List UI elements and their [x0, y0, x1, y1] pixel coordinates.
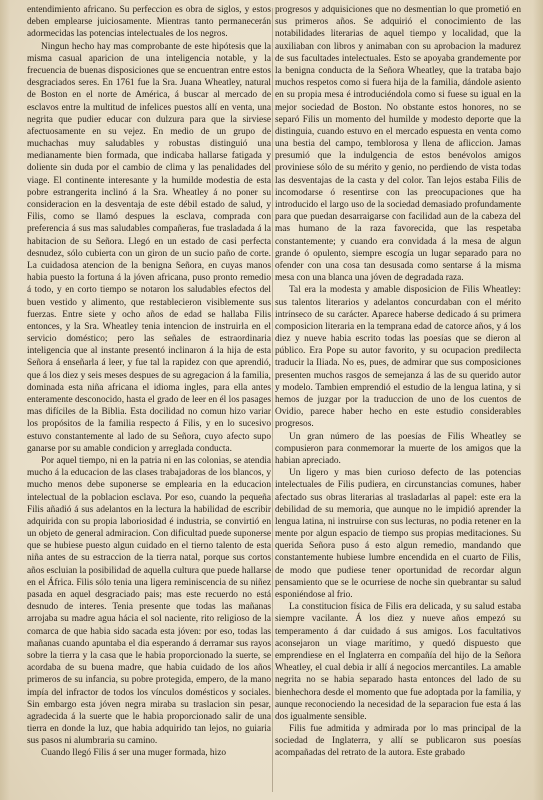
column-divider — [272, 8, 273, 792]
right-text-column — [275, 4, 521, 796]
page-edge-shadow-right — [533, 0, 543, 800]
paragraph: Por aquel tiempo, ni en la patria ni en las colonias, se atendia mucho á la educacion de las clases trabajadoras de los blancos, y mucho menos debe suponerse se emplearia en la educacion intelectual de la poblacion esclava. Por eso, cuando la pequeña Filis añadió á sus adelantos en la lectura la habilidad de escribir adquirida con su propia laboriosidad é industria, se convirtió en un objeto de general admiracion. Con dificultad puede suponerse que se hubiese puesto algun cuidado en el tierno talento de esta niña antes de su estraccion de la tierra natal, porque sus cortos años escluian la posibilidad de aquella cultura que puede hallarse en el África. Filis sólo tenia una ligera reminiscencia de su niñez pasada en aquel desgraciado pais; mas este recuerdo no está desnudo de interes. Tenia presente que todas las mañanas arrojaba su madre agua hácia el sol naciente, rito religioso de la comarca de que habia sido sacada esta jóven: por eso, todas las mañanas cuando apuntaba el dia esperando á derramar sus rayos sobre la tierra y la casa que le habia proporcionado la suerte, se acordaba de su buena madre, que habia cuidado de los años primeros de su infancia, su pobre protegida, empero, de la mano impía del infractor de todos los vínculos domésticos y sociales. Sin embargo esta jóven negra miraba su traslacion sin pesar, agradecida á la suerte que le habia proporcionado salir de una tierra en donde la luz, que habia adquirido tan lejos, no guiaria sus pasos ni alumbraria su camino. — [27, 455, 271, 747]
paragraph: Tal era la modesta y amable disposicion de Filis Wheatley: sus talentos literarios y adelantos concurdaban con el mérito intrínseco de su carácter. Aparece haberse dedicado á su primera composicion literaria en la temprana edad de catorce años, y á los diez y nueve habia escrito todas las poesías que se dieron al público. Era Pope su autor favorito, y su ocupacion predilecta traducir la Iliada. No es, pues, de admirar que sus composiciones presenten muchos rasgos de semejanza á las de su querido autor y modelo. Tambien emprendió el estudio de la lengua latina, y si hemos de juzgar por la traduccion de uno de los cuentos de Ovidio, parece haber hecho en este estudio considerables progresos. — [275, 285, 521, 430]
paragraph: Un gran número de las poesías de Filis Wheatley se compusieron para conmemorar la muerte de los amigos que la habian apreciado. — [275, 431, 521, 466]
page-edge-shadow-left — [0, 0, 10, 800]
paragraph: La constitucion física de Filis era delicada, y su salud estaba siempre vacilante. Á los diez y nueve años empezó su temperamento á dar cuidado á sus amigos. Los facultativos aconsejaron un viage marítimo, y quedó dispuesto que emprendiese en el Inglaterra en compañía del hijo de la Señora Wheatley, el cual debia ir allí á negocios mercantiles. La amable negrita no se habia separado hasta entonces del lado de su bienhechora desde el momento que fue adoptada por la familia, y aunque reconociendo la necesidad de la separacion fue esta á las dos igualmente sensible. — [275, 602, 521, 722]
paragraph: progresos y adquisiciones que no desmentian lo que prometió en sus primeros años. Se adquirió el conocimiento de las notabilidades literarias de aquel tiempo y localidad, que la auxiliaban con libros y animaban con su aprobacion la madurez de sus facultades intelectuales. Esto se apoyaba grandemente por la benigna conducta de la Señora Wheatley, que la trataba bajo muchos respetos como si fuera hija de la familia, dándole asiento en su propia mesa é introduciéndola como si fuese su igual en la mejor sociedad de Boston. No obstante estos honores, no se separó Filis un momento del humilde y modesto deporte que la distinguia, cuando estuvo en el mercado espuesta en venta como una bestia del campo, temblorosa y llena de afliccion. Jamas presumió que la indulgencia de estos benévolos amigos proviniese sólo de su mérito y genio, no perdiendo de vista todas las desventajas de la casta y del color. Tan lejos estaba Filis de incomodarse ó resentirse con las preocupaciones que ha introducido el largo uso de la sociedad demasiado profundamente para que puedan desarraigarse con facilidad aun de la cabeza del mas humano de la raza favorecida, que las respetaba constantemente; y cuando era convidada á la mesa de algun grande ó opulento, siempre escogía un lugar separado para no ofender con una cosa tan desusada como sentarse á la misma mesa con una blanca una jóven de degradada raza. — [275, 5, 521, 284]
paragraph: Cuando llegó Filis á ser una muger formada, hizo — [41, 748, 227, 759]
paragraph: entendimiento africano. Su perfeccion es obra de siglos, y estos deben emplearse juiciosamente. Mientras tanto permanecerán adormecidas las potencias intelectuales de los negros. — [27, 5, 271, 40]
paragraph: Un ligero y mas bien curioso defecto de las potencias intelectuales de Filis pudiera, en circunstancias comunes, haber afectado sus obras literarias al trasladarlas al papel: este era la debilidad de su memoria, que aunque no le impidió aprender la lengua latina, ni instruirse con sus lecturas, no podia retener en la mente por algun espacio de tiempo sus propias meditaciones. Su querida Señora puso á esto algun remedio, mandando que constantemente hubiese lumbre encendida en el cuarto de Filis, de modo que pudiese tener oportunidad de recordar algun pensamiento que se le ocurriese de noche sin quebrantar su salud esponiéndose al frio. — [275, 468, 521, 600]
left-text-column — [27, 4, 271, 796]
paragraph: Ningun hecho hay mas comprobante de este hipótesis que la misma casual aparicion de una inteligencia notable, y la frecuencia de buenas disposiciones que se encuentran entre estos desgraciados seres. En 1761 fue la Sra. Juana Wheatley, natural de Boston en el norte de América, á buscar al mercado de esclavos entre la multitud de infelices puestos allí en venta, una negrita que pudier educar con dulzura para que la sirviese afectuosamente en su vejez. En medio de un grupo de muchachas muy saludables y robustas distinguió una medianamente bien formada, que indicaba hallarse fatigada y doliente sin duda por el cambio de clima y las penalidades del viage. El continente interesante y la humilde modestia de esta pobre estrangerita inclinó á la Sra. Wheatley á no poner su consideracion en la desventaja de este débil estado de salud, y Filis, como se llamó despues la esclava, comprada con preferencia á sus mas saludables compañeras, fue trasladada á la habitacion de su Señora. Llegó en un estado de casi perfecta desnudez, sólo cubierta con un giron de un sucio paño de corte. La cuidadosa atencion de la benigna Señora, en cuyas manos habia puesto la fortuna á la jóven africana, puso pronto remedio á todo, y en corto tiempo se notaron los saludables efectos del buen vestido y alimento, que restablecieron visiblemente sus fuerzas. Entre siete y ocho años de edad se hallaba Filis entonces, y la Sra. Wheatley tenia intencion de instruirla en el servicio doméstico; pero las señales de estraordinaria inteligencia que al instante presentó inclinaron á la hija de esta Señora á enseñarla á leer, y fue tal la rapidez con que aprendió, que á los diez y seis meses despues de su agregacion á la familia, dominada esta niña africana el idioma ingles, para ella antes enteramente desconocido, hasta el grado de leer en él los pasages mas difíciles de la Biblia. Esta docilidad no comun hizo variar los propósitos de la familia respecto á Filis, y en lo sucesivo estuvo constantemente al lado de su Señora, cuyo afecto supo ganarse por su amable condicion y arreglada conducta. — [27, 41, 271, 454]
paragraph: Filis fue admitida y admirada por lo mas principal de la sociedad de Inglaterra, y allí se publicaron sus poesías acompañadas del retrato de la autora. Este grabado — [275, 724, 521, 759]
